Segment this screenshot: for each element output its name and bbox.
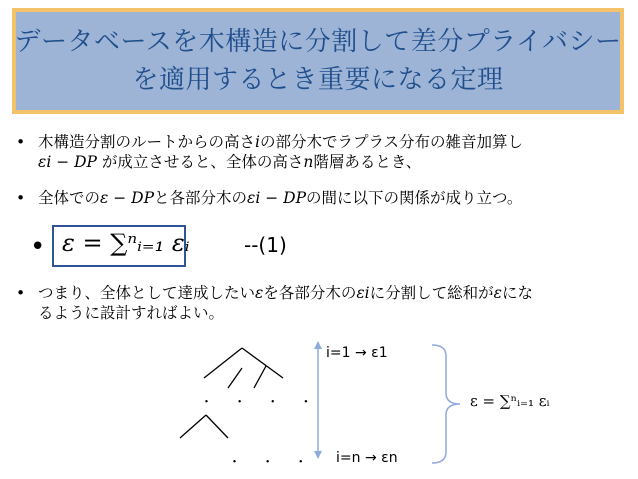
dots-upper: ・ ・ ・ ・ xyxy=(200,395,321,410)
text: つまり、全体として達成したい xyxy=(38,284,256,302)
equation-1: ε = ∑ⁿᵢ₌₁ εᵢ xyxy=(62,229,190,257)
brace xyxy=(432,345,460,463)
math-var: i xyxy=(255,133,260,151)
text: が成立させると、全体の高さ xyxy=(96,153,304,171)
bullet-marker: • xyxy=(16,189,26,207)
math-var: εi xyxy=(356,284,370,302)
tree-edge xyxy=(204,348,242,378)
bullet-marker-equation: • xyxy=(30,232,46,262)
tree-edge xyxy=(180,415,206,438)
text: と各部分木の xyxy=(154,189,248,207)
math-var: ε xyxy=(493,284,502,302)
math-var: n xyxy=(303,153,314,171)
bottom-level-label: i=n → εn xyxy=(336,450,398,466)
text: 全体での xyxy=(38,189,101,207)
text: にな xyxy=(501,284,533,302)
text: を各部分木の xyxy=(263,284,357,302)
bullet-marker: • xyxy=(16,133,26,151)
tree-edge xyxy=(206,415,228,438)
math-expr: εi − DP xyxy=(38,153,97,171)
text: 木構造分割のルートからの高さ xyxy=(38,133,256,151)
text: の間に以下の関係が成り立つ。 xyxy=(306,189,523,207)
equation-label: --(1) xyxy=(244,233,287,257)
bullet-marker: • xyxy=(16,284,26,302)
bullet-4-line-2: るように設計すればよい。 xyxy=(38,304,225,322)
tree-edge xyxy=(254,366,266,388)
text: に分割して総和が xyxy=(369,284,494,302)
title-line-1: データベースを木構造に分割して差分プライバシー xyxy=(14,27,622,57)
text: 階層あるとき、 xyxy=(313,153,422,171)
top-level-label: i=1 → ε1 xyxy=(326,345,388,361)
sum-formula: ε = ∑ⁿᵢ₌₁ εᵢ xyxy=(470,392,550,410)
dots-lower: ・ ・ ・ xyxy=(228,455,316,470)
math-var: ε xyxy=(255,284,264,302)
math-expr: ε − DP xyxy=(100,189,155,207)
tree-edge xyxy=(228,368,242,388)
title-line-2: を適用するとき重要になる定理 xyxy=(132,65,504,95)
text: の部分木でラプラス分布の雑音加算し xyxy=(259,133,524,151)
arrow-head-up xyxy=(314,341,322,349)
math-expr: εi − DP xyxy=(247,189,307,207)
